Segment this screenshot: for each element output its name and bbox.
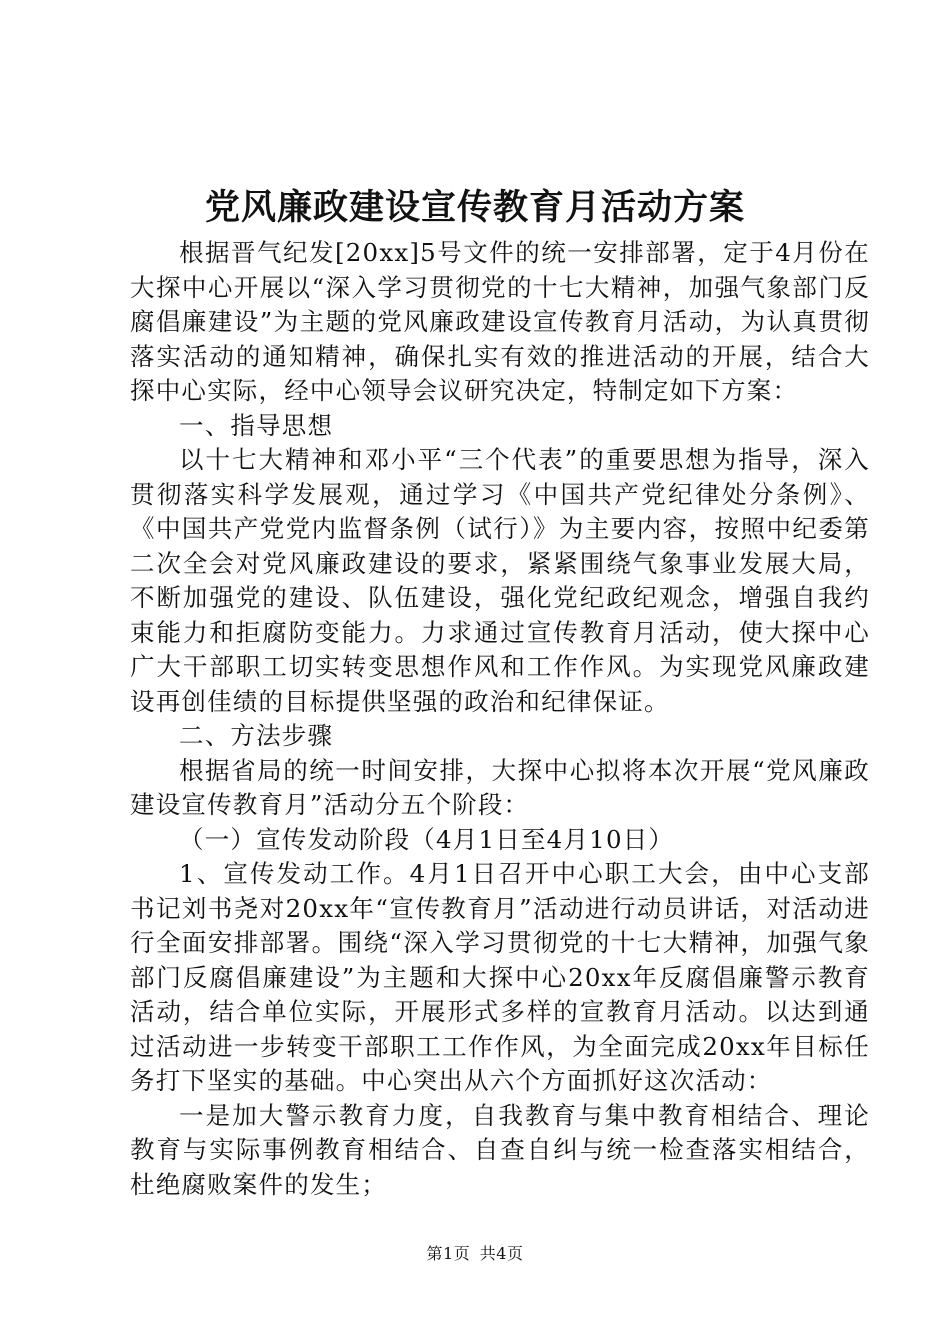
document-body <box>130 236 870 1202</box>
page-footer: 第1页 共4页 <box>426 1244 524 1263</box>
section-heading-guiding-ideology: 一、指导思想 <box>179 410 334 440</box>
methods-steps-paragraph: 根据省局的统一时间安排，大探中心拟将本次开展“党风廉政建设宣传教育月”活动分五个阶段： <box>130 755 870 819</box>
guiding-ideology-paragraph: 以十七大精神和邓小平“三个代表”的重要思想为指导，深入贯彻落实科学发展观，通过学习《中国共产党纪律处分条例》、《中国共产党党内监督条例（试行）》为主要内容，按照中纪委第二次全会对党风廉政建设的要求，紧紧围绕气象事业发展大局，不断加强党的建设、队伍建设，强化党纪政纪观念，增强自我约束能力和拒腐防变能力。力求通过宣传教育月活动，使大探中心广大干部职工切实转变思想作风和工作作风。为实现党风廉政建设再创佳绩的目标提供坚强的政治和纪律保证。 <box>130 445 870 716</box>
section-heading-methods-steps: 二、方法步骤 <box>179 721 334 750</box>
document-title: 党风廉政建设宣传教育月活动方案 <box>204 187 745 228</box>
phase-one-item-paragraph: 1、宣传发动工作。4月1日召开中心职工大会，由中心支部书记刘书尧对20xx年“宣传教育月”活动进行动员讲话，对活动进行全面安排部署。围绕“深入学习贯彻党的十七大精神，加强气象部门反腐倡廉建设”为主题和大探中心20xx年反腐倡廉警示教育活动，结合单位实际，开展形式多样的宣教育月活动。以达到通过活动进一步转变干部职工工作作风，为全面完成20xx年目标任务打下坚实的基础。中心突出从六个方面抓好这次活动： <box>130 859 870 1095</box>
subsection-heading-phase-one: （一）宣传发动阶段（4月1日至4月10日） <box>179 824 675 854</box>
point-one-paragraph: 一是加大警示教育力度，自我教育与集中教育相结合、理论教育与实际事例教育相结合、自查自纠与统一检查落实相结合，杜绝腐败案件的发生； <box>130 1100 870 1199</box>
intro-paragraph: 根据晋气纪发[20xx]5号文件的统一安排部署，定于4月份在大探中心开展以“深入学习贯彻党的十七大精神，加强气象部门反腐倡廉建设”为主题的党风廉政建设宣传教育月活动，为认真贯彻落实活动的通知精神，确保扎实有效的推进活动的开展，结合大探中心实际，经中心领导会议研究决定，特制定如下方案： <box>130 238 870 405</box>
